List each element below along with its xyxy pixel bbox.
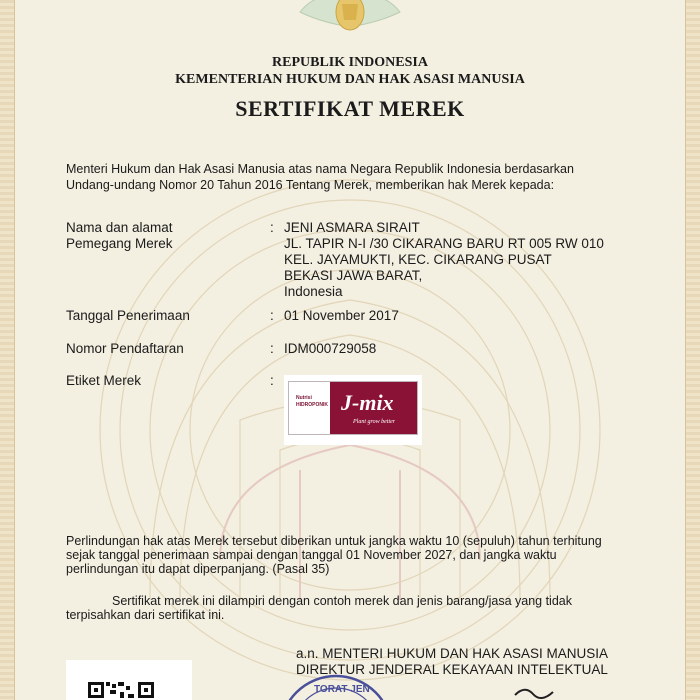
holder-country: Indonesia [284, 284, 343, 299]
date-label: Tanggal Penerimaan [66, 308, 190, 323]
holder-label-1: Nama dan alamat [66, 220, 173, 235]
holder-name: JENI ASMARA SIRAIT [284, 220, 420, 235]
holder-address-1: JL. TAPIR N-I /30 CIKARANG BARU RT 005 RW 010 [284, 236, 604, 251]
country-heading: REPUBLIK INDONESIA [272, 55, 428, 70]
protection-line-3: perlindungan itu dapat diperpanjang. (Pasal 35) [66, 562, 330, 576]
intro-line-1: Menteri Hukum dan Hak Asasi Manusia atas nama Negara Republik Indonesia berdasarkan [66, 162, 574, 176]
logo-small-text-1: Nutrisi [296, 395, 312, 401]
certificate-title: SERTIFIKAT MEREK [235, 96, 465, 121]
intro-line-2: Undang-undang Nomor 20 Tahun 2016 Tentang Merek, memberikan hak Merek kepada: [66, 178, 555, 192]
logo-tagline: Plant grow better [353, 419, 396, 425]
garuda-emblem [290, 0, 410, 42]
signature-line-2: DIREKTUR JENDERAL KEKAYAAN INTELEKTUAL [296, 662, 608, 677]
holder-address-3: BEKASI JAWA BARAT, [284, 268, 423, 283]
holder-colon: : [270, 220, 274, 235]
protection-line-1: Perlindungan hak atas Merek tersebut diberikan untuk jangka waktu 10 (sepuluh) tahun terhitung [66, 534, 602, 548]
qr-code [66, 660, 192, 700]
ministry-heading: KEMENTERIAN HUKUM DAN HAK ASASI MANUSIA [175, 72, 525, 87]
protection-line-2: sejak tanggal penerimaan sampai dengan tanggal 01 November 2027, dan jangka waktu [66, 548, 557, 562]
official-stamp [276, 672, 396, 700]
brand-logo-image [284, 375, 422, 445]
date-colon: : [270, 308, 274, 323]
attachment-line-2: terpisahkan dari sertifikat ini. [66, 608, 225, 622]
logo-brand-name: J-mix [341, 390, 394, 415]
registration-value: IDM000729058 [284, 341, 377, 356]
brand-label-label: Etiket Merek [66, 373, 142, 388]
stamp-text: TORAT JEN [314, 684, 370, 695]
registration-label: Nomor Pendaftaran [66, 341, 184, 356]
logo-small-text-2: HIDROPONIK [296, 402, 328, 408]
registration-colon: : [270, 341, 274, 356]
brand-logo [288, 381, 418, 435]
date-value: 01 November 2017 [284, 308, 399, 323]
holder-address-2: KEL. JAYAMUKTI, KEC. CIKARANG PUSAT [284, 252, 552, 267]
attachment-line-1: Sertifikat merek ini dilampiri dengan contoh merek dan jenis barang/jasa yang tidak [112, 594, 572, 608]
signature-line-1: a.n. MENTERI HUKUM DAN HAK ASASI MANUSIA [296, 646, 609, 661]
holder-label-2: Pemegang Merek [66, 236, 173, 251]
brand-label-colon: : [270, 373, 274, 388]
signature-scribble [505, 680, 585, 700]
